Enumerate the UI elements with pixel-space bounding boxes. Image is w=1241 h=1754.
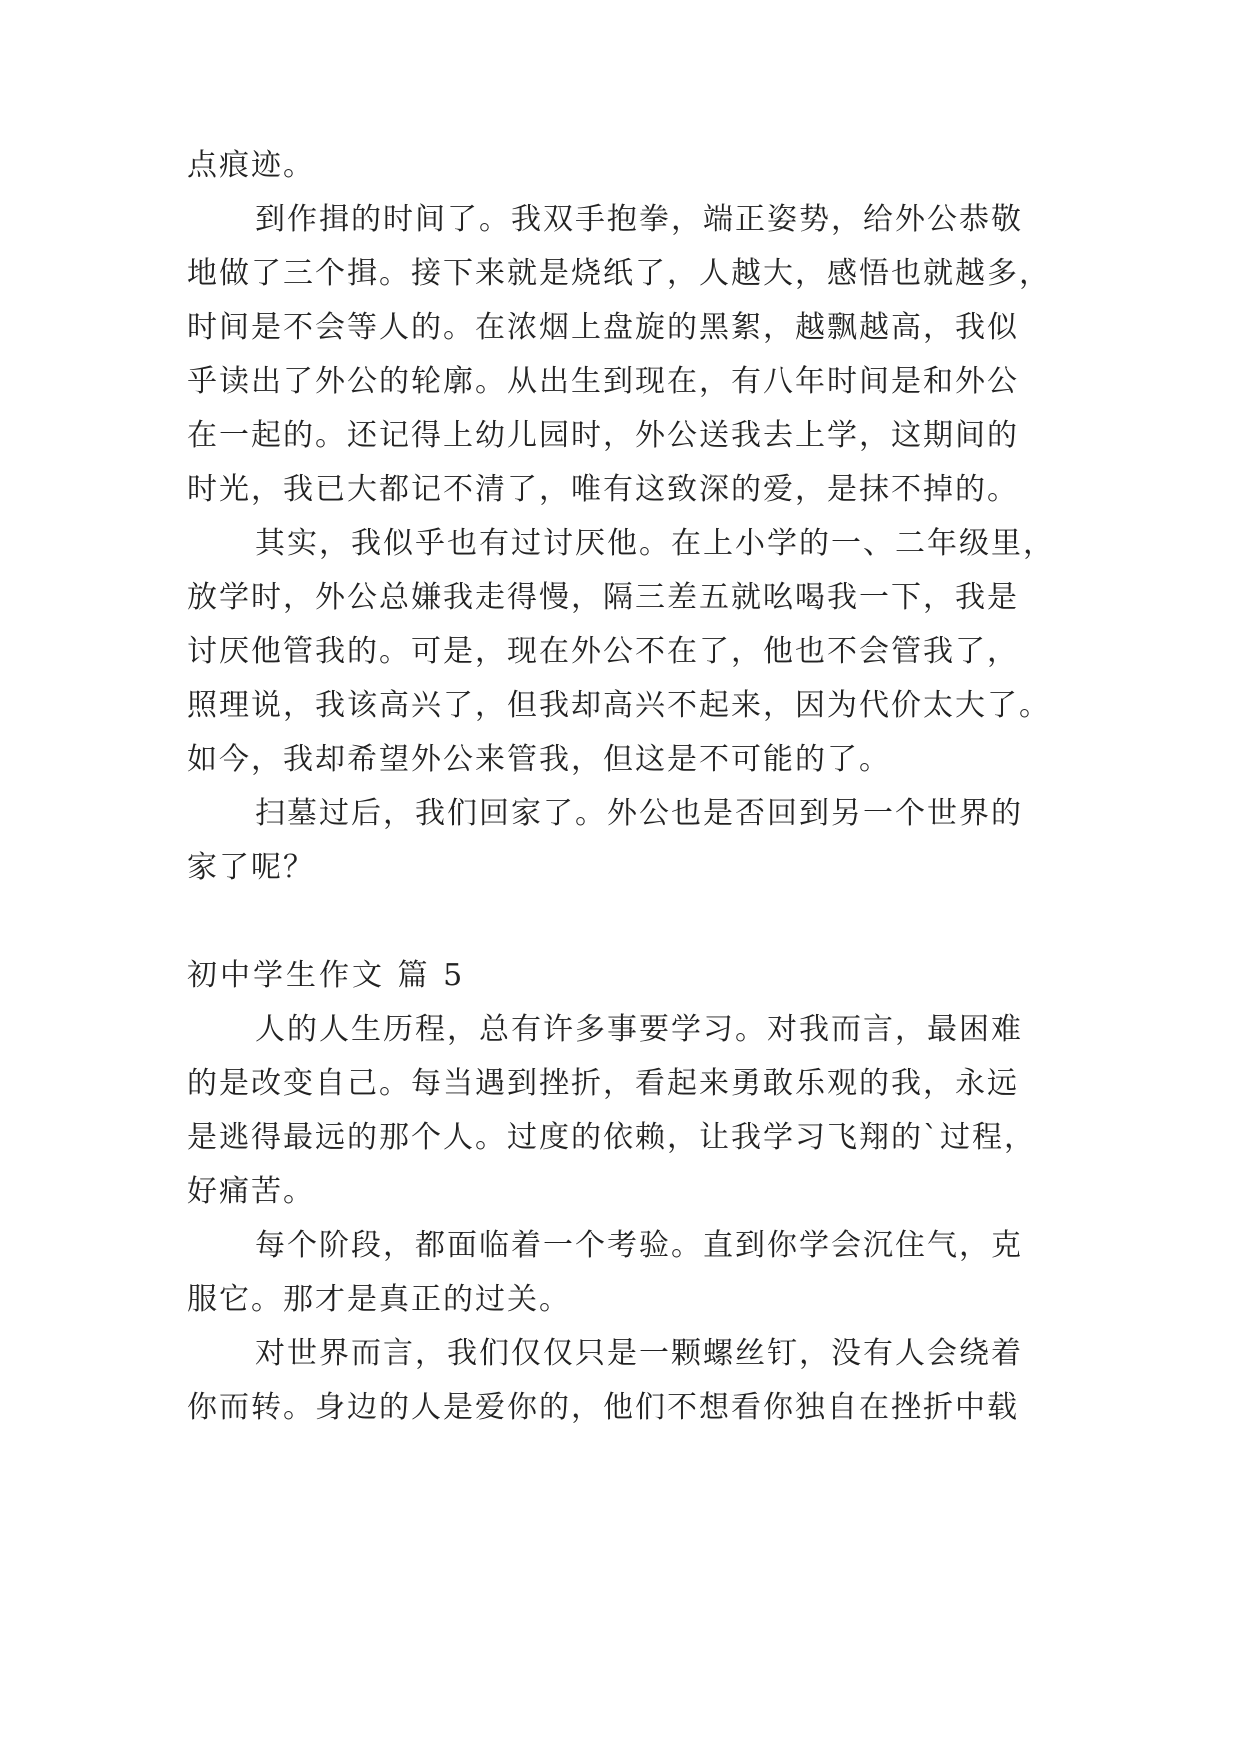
paragraph-line: 如今，我却希望外公来管我，但这是不可能的了。 — [187, 742, 891, 777]
paragraph-line: 服它。那才是真正的过关。 — [187, 1282, 571, 1317]
paragraph-line: 点痕迹。 — [187, 148, 315, 183]
paragraph-line: 时光，我已大都记不清了，唯有这致深的爱，是抹不掉的。 — [187, 472, 1019, 507]
paragraph-line: 的是改变自己。每当遇到挫折，看起来勇敢乐观的我，永远 — [187, 1066, 1019, 1101]
paragraph-line: 讨厌他管我的。可是，现在外公不在了，他也不会管我了， — [187, 634, 1019, 669]
paragraph-line: 照理说，我该高兴了，但我却高兴不起来，因为代价太大了。 — [187, 688, 1051, 723]
paragraph-line: 扫墓过后，我们回家了。外公也是否回到另一个世界的 — [255, 796, 1023, 831]
paragraph-line: 你而转。身边的人是爱你的，他们不想看你独自在挫折中载 — [187, 1390, 1019, 1425]
paragraph-line: 其实，我似乎也有过讨厌他。在上小学的一、二年级里， — [255, 526, 1055, 561]
paragraph-line: 地做了三个揖。接下来就是烧纸了，人越大，感悟也就越多， — [187, 256, 1051, 291]
paragraph-line: 放学时，外公总嫌我走得慢，隔三差五就吆喝我一下，我是 — [187, 580, 1019, 615]
paragraph-line: 乎读出了外公的轮廓。从出生到现在，有八年时间是和外公 — [187, 364, 1019, 399]
paragraph-line: 好痛苦。 — [187, 1174, 315, 1209]
paragraph-line: 人的人生历程，总有许多事要学习。对我而言，最困难 — [255, 1012, 1023, 1047]
paragraph-line: 在一起的。还记得上幼儿园时，外公送我去上学，这期间的 — [187, 418, 1019, 453]
paragraph-line: 每个阶段，都面临着一个考验。直到你学会沉住气，克 — [255, 1228, 1023, 1263]
paragraph-line: 到作揖的时间了。我双手抱拳，端正姿势，给外公恭敬 — [255, 202, 1023, 237]
paragraph-line: 家了呢？ — [187, 850, 315, 885]
paragraph-line: 是逃得最远的那个人。过度的依赖，让我学习飞翔的`过程， — [187, 1120, 1036, 1155]
paragraph-line: 对世界而言，我们仅仅只是一颗螺丝钉，没有人会绕着 — [255, 1336, 1023, 1371]
section-heading: 初中学生作文 篇 5 — [187, 958, 466, 993]
paragraph-line: 时间是不会等人的。在浓烟上盘旋的黑絮，越飘越高，我似 — [187, 310, 1019, 345]
